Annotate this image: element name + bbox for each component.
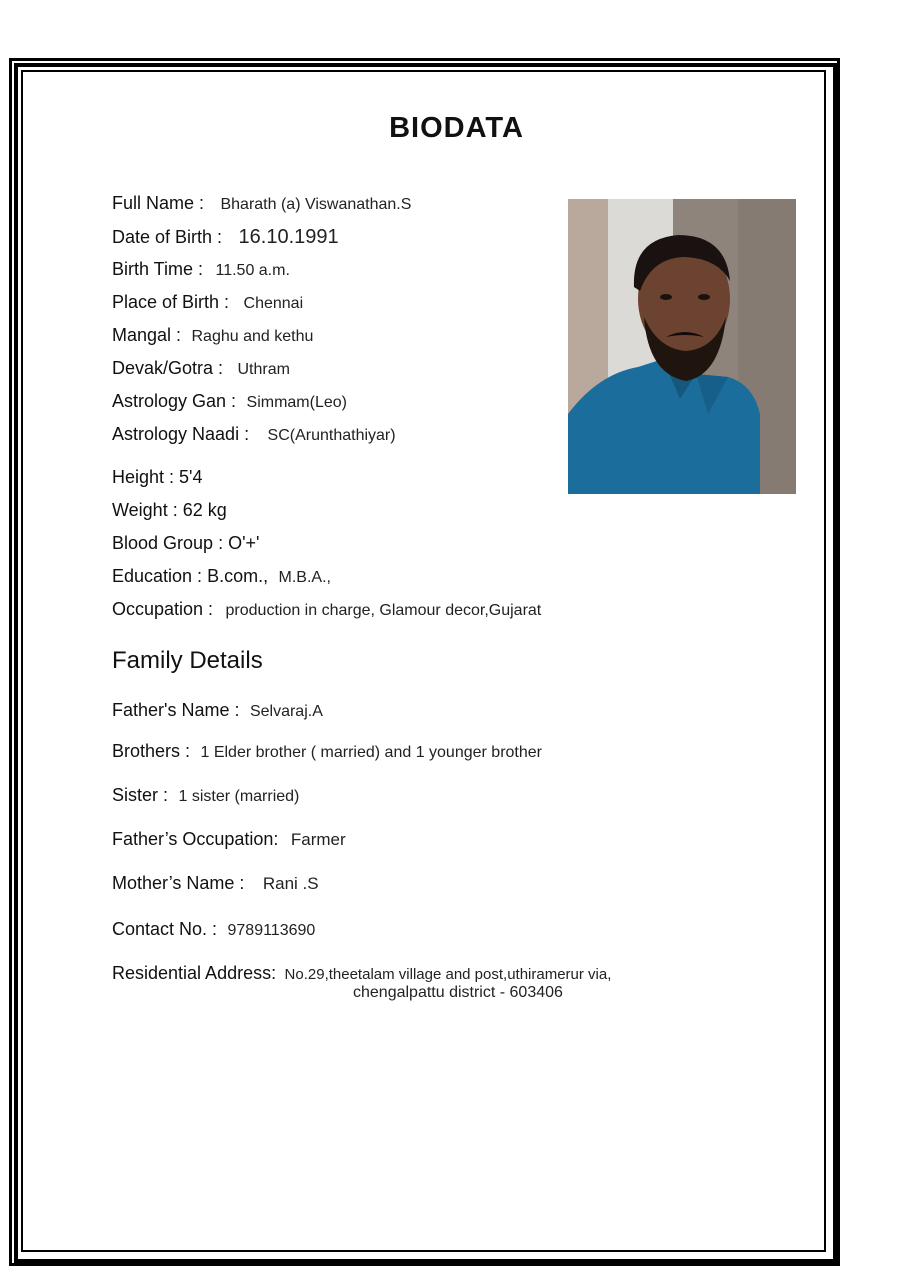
address-line-2: chengalpattu district - 603406 bbox=[353, 984, 563, 1001]
weight-label: Weight : 62 kg bbox=[112, 500, 227, 520]
mother-name-value: Rani .S bbox=[262, 874, 319, 893]
address-label: Residential Address: bbox=[112, 963, 277, 983]
sister-value: 1 sister (married) bbox=[178, 788, 300, 805]
birth-place-value: Chennai bbox=[243, 295, 304, 312]
father-occupation-row bbox=[112, 829, 346, 850]
mangal-label: Mangal : bbox=[112, 325, 182, 345]
birth-place-label: Place of Birth : bbox=[112, 292, 230, 312]
gotra-row bbox=[112, 358, 290, 379]
brothers-value: 1 Elder brother ( married) and 1 younger brother bbox=[200, 744, 542, 761]
full-name-row bbox=[112, 193, 411, 214]
height-row bbox=[112, 467, 203, 488]
father-occupation-label: Father’s Occupation: bbox=[112, 829, 279, 849]
occupation-label: Occupation : bbox=[112, 599, 214, 619]
gan-label: Astrology Gan : bbox=[112, 391, 237, 411]
contact-label: Contact No. : bbox=[112, 919, 218, 939]
address-row bbox=[112, 963, 611, 984]
birth-time-value: 11.50 a.m. bbox=[215, 262, 290, 279]
birth-time-row bbox=[112, 259, 290, 280]
birth-place-row bbox=[112, 292, 303, 313]
height-label: Height : 5'4 bbox=[112, 467, 203, 487]
sister-row bbox=[112, 785, 299, 806]
birth-time-label: Birth Time : bbox=[112, 259, 204, 279]
blood-group-row bbox=[112, 533, 259, 554]
occupation-value: production in charge, Glamour decor,Gujarat bbox=[225, 602, 542, 619]
dob-row bbox=[112, 226, 339, 249]
dob-value: 16.10.1991 bbox=[238, 226, 339, 248]
blood-group-label: Blood Group : O'+' bbox=[112, 533, 260, 553]
mangal-row bbox=[112, 325, 313, 346]
father-name-value: Selvaraj.A bbox=[249, 703, 323, 720]
father-name-row bbox=[112, 700, 323, 721]
naadi-value: SC(Arunthathiyar) bbox=[267, 427, 396, 444]
naadi-row bbox=[112, 424, 396, 445]
profile-photo-svg bbox=[568, 199, 796, 494]
brothers-row bbox=[112, 741, 542, 762]
education-extra: M.B.A., bbox=[278, 569, 331, 586]
gotra-label: Devak/Gotra : bbox=[112, 358, 224, 378]
education-label: Education : B.com., bbox=[112, 566, 269, 586]
mangal-value: Raghu and kethu bbox=[191, 328, 314, 345]
sister-label: Sister : bbox=[112, 785, 169, 805]
brothers-label: Brothers : bbox=[112, 741, 191, 761]
page-title: BIODATA bbox=[389, 112, 524, 144]
contact-value: 9789113690 bbox=[227, 922, 316, 939]
gotra-value: Uthram bbox=[237, 361, 290, 378]
father-occupation-value: Farmer bbox=[290, 830, 346, 849]
weight-row bbox=[112, 500, 227, 521]
mother-name-row bbox=[112, 873, 319, 894]
mother-name-label: Mother’s Name : bbox=[112, 873, 245, 893]
naadi-label: Astrology Naadi : bbox=[112, 424, 250, 444]
education-row bbox=[112, 566, 331, 587]
family-details-heading: Family Details bbox=[112, 647, 263, 674]
gan-row bbox=[112, 391, 347, 412]
full-name-value: Bharath (a) Viswanathan.S bbox=[220, 196, 412, 213]
address-line-1: No.29,theetalam village and post,uthiramerur via, bbox=[284, 966, 612, 983]
dob-label: Date of Birth : bbox=[112, 227, 223, 247]
gan-value: Simmam(Leo) bbox=[246, 394, 347, 411]
father-name-label: Father's Name : bbox=[112, 700, 240, 720]
full-name-label: Full Name : bbox=[112, 193, 205, 213]
contact-row bbox=[112, 919, 315, 940]
occupation-row bbox=[112, 599, 541, 620]
profile-photo bbox=[568, 199, 796, 494]
